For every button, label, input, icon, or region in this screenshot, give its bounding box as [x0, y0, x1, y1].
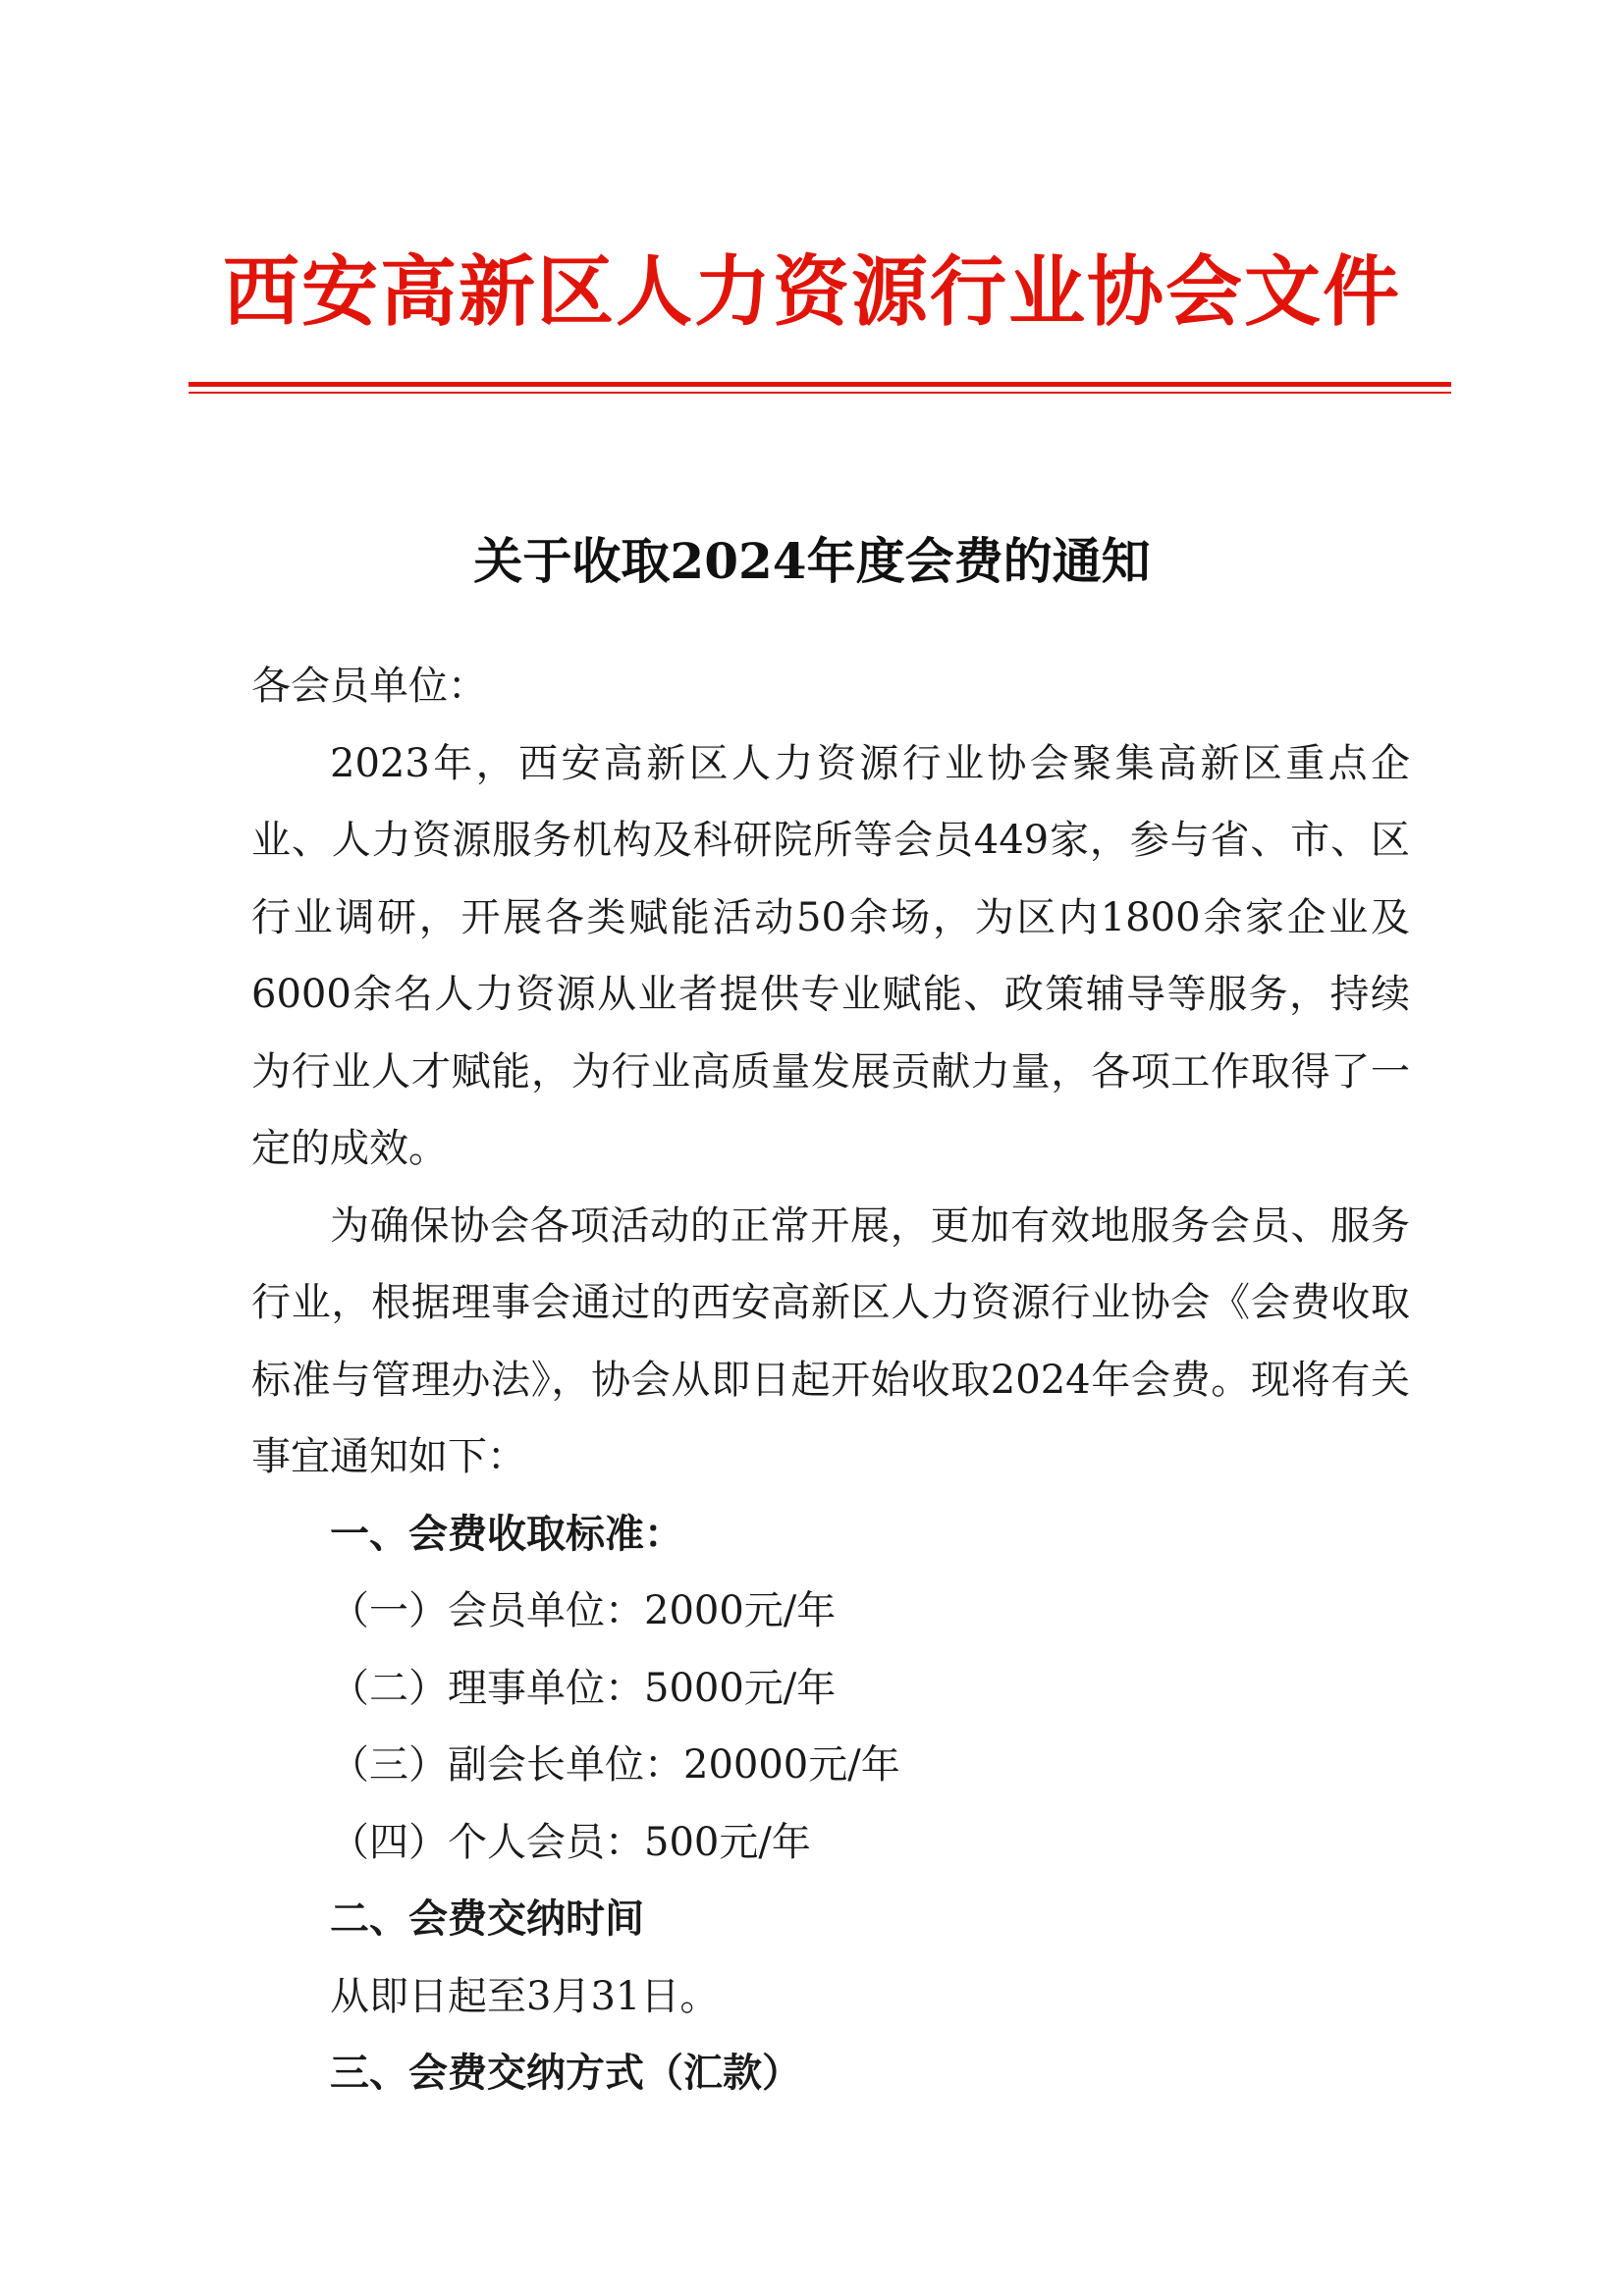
- paragraph-purpose: 为确保协会各项活动的正常开展，更加有效地服务会员、服务行业，根据理事会通过的西安高新区人力资源行业协会《会费收取标准与管理办法》，协会从即日起开始收取2024年会费。现将有关事宜通知如下：: [251, 1202, 1410, 1479]
- org-header-title: 西安高新区人力资源行业协会文件: [222, 247, 1401, 337]
- fee-item-director: （二）理事单位：5000元/年: [330, 1665, 837, 1711]
- section-payment-time-heading: 二、会费交纳时间: [330, 1896, 644, 1942]
- header-rule-thick: [189, 382, 1451, 387]
- section-fee-standard-heading: 一、会费收取标准：: [330, 1510, 683, 1557]
- paragraph-intro: 2023年，西安高新区人力资源行业协会聚集高新区重点企业、人力资源服务机构及科研院所等会员449家，参与省、市、区行业调研，开展各类赋能活动50余场，为区内1800余家企业及6000余名人力资源从业者提供专业赋能、政策辅导等服务，持续为行业人才赋能，为行业高质量发展贡献力量，各项工作取得了一定的成效。: [251, 740, 1410, 1171]
- header-rule-thin: [189, 392, 1451, 394]
- payment-time-text: 从即日起至3月31日。: [330, 1973, 720, 2019]
- section-payment-method-heading: 三、会费交纳方式（汇款）: [330, 2050, 801, 2096]
- salutation: 各会员单位：: [251, 664, 487, 709]
- document-title: 关于收取2024年度会费的通知: [473, 532, 1151, 590]
- document-body: [251, 648, 1410, 2112]
- fee-item-individual: （四）个人会员：500元/年: [330, 1819, 811, 1865]
- fee-item-member: （一）会员单位：2000元/年: [330, 1588, 837, 1633]
- fee-item-vice-president: （三）副会长单位：20000元/年: [330, 1742, 900, 1788]
